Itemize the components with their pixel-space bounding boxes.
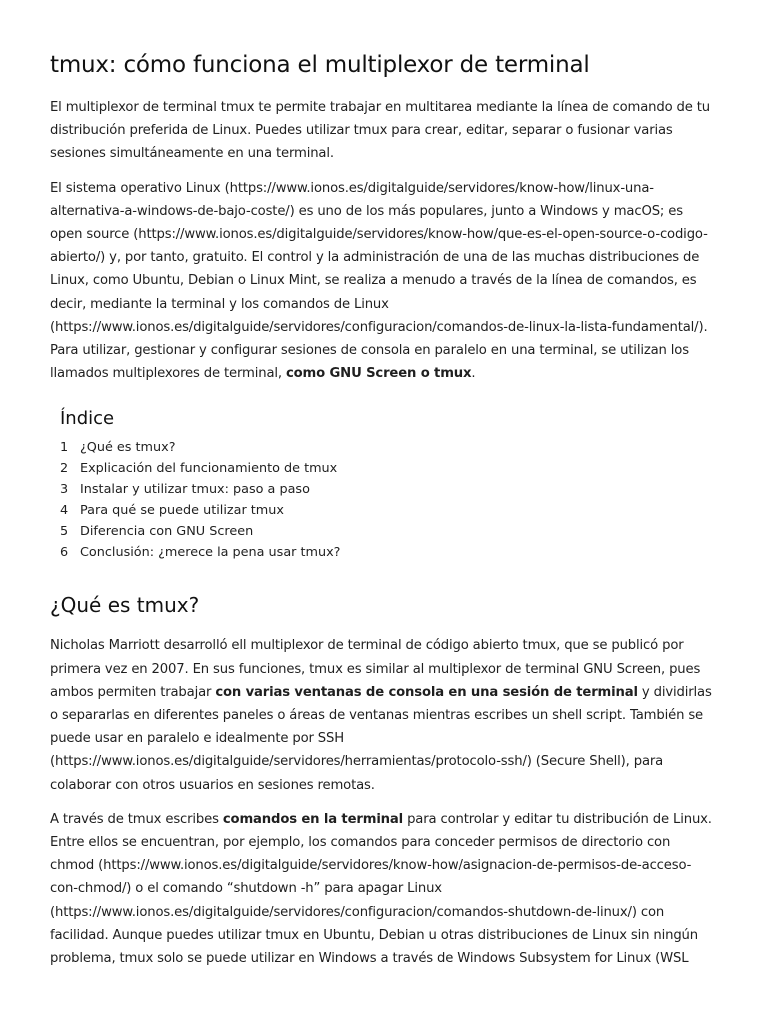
toc-title: Índice bbox=[60, 408, 115, 430]
toc-item-number: 5 bbox=[60, 524, 69, 540]
toc-item-number: 4 bbox=[60, 503, 69, 519]
linux-paragraph-end: . bbox=[471, 366, 476, 382]
tmux-commands-text-end: para controlar y editar tu distribución de Linux. Entre ellos se encuentran, por ejemplo, los comandos para conceder permisos de directorio con chmod (https://www.ionos.es/digitalguide/servidores/know-how/asignacion-de-permisos-de-acceso-con-chmod/) o el comando “shutdown -h” para apagar Linux (https://www.ionos.es/digitalguide/servidores/configuracion/comandos-shutdown-de-linux/) con facilidad. Aunque puedes utilizar tmux en Ubuntu, Debian u otras distribuciones de Linux sin ningún problema, tmux solo se puede utilizar en Windows a través de Windows Subsystem for Linux (WSL bbox=[50, 811, 712, 967]
page-title: tmux: cómo funciona el multiplexor de terminal bbox=[50, 52, 590, 78]
toc-item[interactable] bbox=[60, 521, 718, 542]
toc-list bbox=[60, 437, 718, 563]
toc-item-label[interactable]: Para qué se puede utilizar tmux bbox=[80, 503, 284, 519]
toc-item-label[interactable]: Conclusión: ¿merece la pena usar tmux? bbox=[80, 545, 341, 561]
linux-paragraph-text: El sistema operativo Linux (https://www.ionos.es/digitalguide/servidores/know-how/linux-una-alternativa-a-windows-de-bajo-coste/) es uno de los más populares, junto a Windows y macOS; es open source (https://www.ionos.es/digitalguide/servidores/know-how/que-es-el-open-source-o-codigo-abierto/) y, por tanto, gratuito. El control y la administración de una de las muchas distribuciones de Linux, como Ubuntu, Debian o Linux Mint, se realiza a menudo a través de la línea de comandos, es decir, mediante la terminal y los comandos de Linux (https://www.ionos.es/digitalguide/servidores/configuracion/comandos-de-linux-la-lista-fundamental/). Para utilizar, gestionar y configurar sesiones de consola en paralelo en una terminal, se utilizan los llamados multiplexores de terminal, bbox=[50, 180, 708, 382]
toc-item[interactable] bbox=[60, 479, 718, 500]
toc-item[interactable] bbox=[60, 458, 718, 479]
toc-item[interactable] bbox=[60, 500, 718, 521]
tmux-history-paragraph bbox=[50, 634, 718, 796]
toc-item-label[interactable]: Instalar y utilizar tmux: paso a paso bbox=[80, 482, 310, 498]
tmux-commands-text: A través de tmux escribes bbox=[50, 811, 223, 827]
tmux-history-text-end: y dividirlas o separarlas en diferentes paneles o áreas de ventanas mientras escribes un shell script. También se puede usar en paralelo e idealmente por SSH (https://www.ionos.es/digitalguide/servidores/herramientas/protocolo-ssh/) (Secure Shell), para colaborar con otros usuarios en sesiones remotas. bbox=[50, 684, 712, 793]
linux-paragraph-bold: como GNU Screen o tmux bbox=[285, 366, 472, 382]
toc-item-label[interactable]: Diferencia con GNU Screen bbox=[80, 524, 254, 540]
toc-item[interactable] bbox=[60, 542, 718, 563]
toc-item-number: 6 bbox=[60, 545, 69, 561]
tmux-commands-bold: comandos en la terminal bbox=[222, 811, 404, 827]
toc-item-label[interactable]: Explicación del funcionamiento de tmux bbox=[80, 461, 338, 477]
table-of-contents bbox=[50, 407, 718, 563]
toc-item-number: 3 bbox=[60, 482, 69, 498]
toc-item-number: 1 bbox=[60, 440, 69, 456]
linux-paragraph bbox=[50, 177, 718, 386]
tmux-history-bold: con varias ventanas de consola en una sesión de terminal bbox=[215, 684, 638, 700]
intro-paragraph: El multiplexor de terminal tmux te permite trabajar en multitarea mediante la línea de comando de tu distribución preferida de Linux. Puedes utilizar tmux para crear, editar, separar o fusionar varias sesiones simultáneamente en una terminal. bbox=[50, 100, 711, 162]
section-heading: ¿Qué es tmux? bbox=[50, 593, 200, 618]
tmux-history-text: Nicholas Marriott desarrolló ell multiplexor de terminal de código abierto tmux, que se publicó por primera vez en 2007. En sus funciones, tmux es similar al multiplexor de terminal GNU Screen, pues ambos permiten trabajar bbox=[50, 638, 701, 700]
tmux-commands-paragraph bbox=[50, 808, 718, 970]
toc-item-number: 2 bbox=[60, 461, 69, 477]
toc-item[interactable] bbox=[60, 437, 718, 458]
toc-item-label[interactable]: ¿Qué es tmux? bbox=[80, 440, 176, 456]
